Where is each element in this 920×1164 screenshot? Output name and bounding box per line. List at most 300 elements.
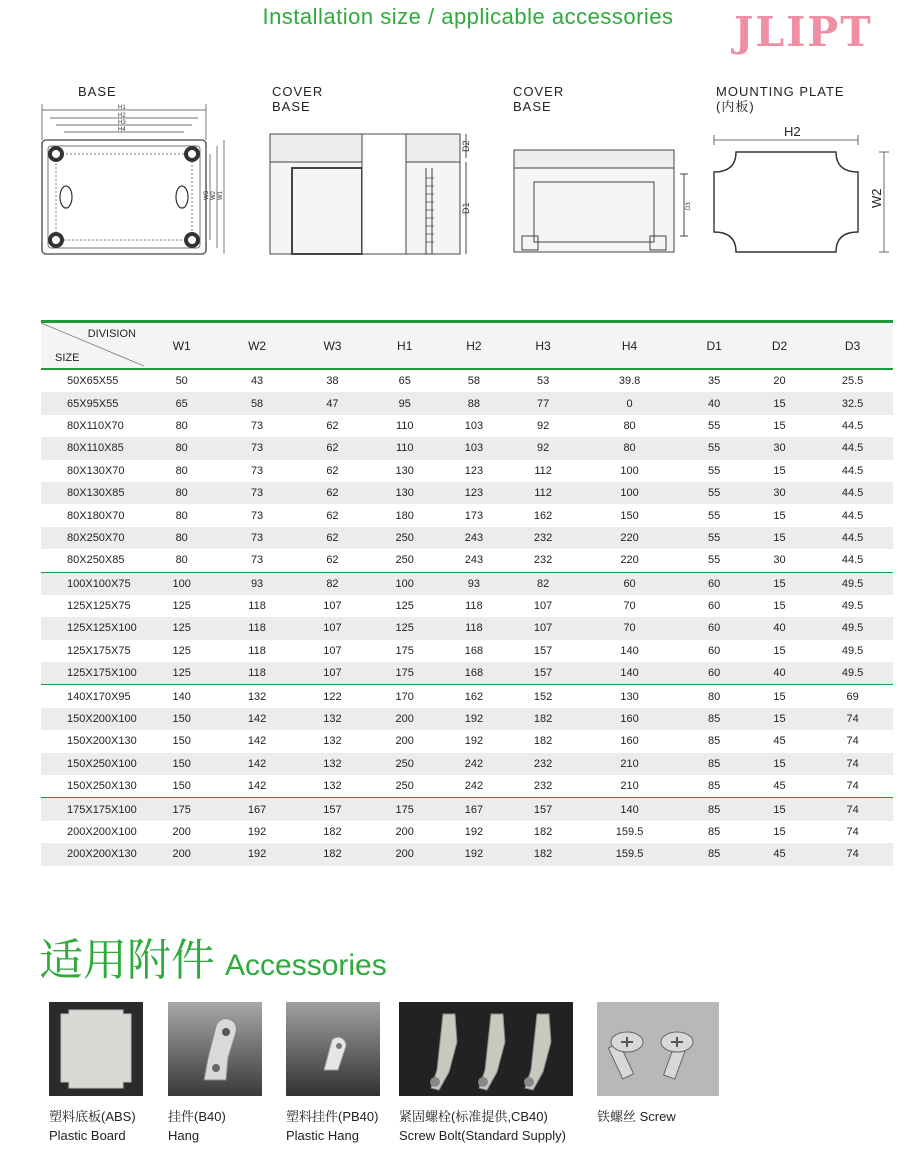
- value-cell-h2: 192: [439, 843, 508, 865]
- value-cell-h1: 125: [395, 600, 414, 613]
- value-cell-h2: 243: [464, 554, 484, 567]
- table-row: [41, 504, 893, 526]
- value-cell-w2: 118: [248, 600, 266, 613]
- size-cell: 175X175X100: [41, 798, 144, 821]
- value-cell-d3: 74: [846, 826, 859, 838]
- value-cell-w3: 182: [323, 826, 342, 838]
- value-cell-h1: 200: [395, 735, 414, 748]
- size-cell: 125X175X75: [67, 644, 131, 657]
- size-cell: 150X200X100: [41, 708, 144, 730]
- value-cell-d1: 40: [681, 392, 746, 414]
- value-cell-h1: 100: [370, 572, 439, 595]
- value-cell-w1: 125: [144, 617, 219, 639]
- value-cell-h4: 160: [578, 708, 682, 730]
- plastic-hang-image: [286, 1002, 380, 1096]
- value-cell-w3: 62: [326, 419, 339, 432]
- value-cell-d3: 32.5: [812, 392, 893, 414]
- value-cell-h4: 160: [620, 735, 639, 748]
- dim-label-d2: D2: [461, 140, 471, 152]
- table-row: [41, 415, 893, 437]
- value-cell-h4: 159.5: [615, 826, 644, 838]
- value-cell-w2: 73: [219, 527, 294, 549]
- value-cell-h4: 210: [620, 780, 639, 793]
- cover-base-front-view-drawing: [508, 146, 698, 258]
- value-cell-h1: 200: [370, 708, 439, 730]
- value-cell-h1: 250: [370, 527, 439, 549]
- value-cell-h4: 0: [578, 392, 682, 414]
- size-cell: 80X110X70: [67, 419, 124, 432]
- value-cell-h3: 112: [509, 482, 578, 504]
- value-cell-d2: 15: [747, 708, 812, 730]
- table-row: [41, 460, 893, 482]
- value-cell-h3: 182: [509, 843, 578, 865]
- table-row: [41, 549, 893, 572]
- page-title: Installation size / applicable accessories: [262, 4, 674, 29]
- size-cell: 80X130X85: [41, 482, 144, 504]
- value-cell-h4: 140: [578, 662, 682, 685]
- value-cell-h1: 250: [370, 753, 439, 775]
- value-cell-d2: 15: [773, 419, 786, 432]
- size-cell: 80X130X70: [67, 464, 125, 477]
- value-cell-w3: 132: [323, 735, 342, 748]
- table-body: [41, 369, 893, 866]
- dim-label-h3: H3: [118, 120, 126, 126]
- value-cell-d1: 55: [708, 554, 721, 567]
- value-cell-w1: 65: [144, 392, 219, 414]
- value-cell-d2: 30: [773, 554, 786, 567]
- size-cell: 125X125X75: [67, 600, 131, 613]
- value-cell-h4: 210: [578, 753, 682, 775]
- hang-label-cn: 挂件(B40): [168, 1109, 226, 1124]
- value-cell-d2: 15: [773, 826, 786, 838]
- value-cell-h3: 92: [536, 419, 550, 432]
- value-cell-d2: 15: [747, 753, 812, 775]
- value-cell-d1: 55: [708, 464, 721, 477]
- value-cell-w3: 62: [326, 509, 339, 522]
- table-row: [41, 640, 893, 662]
- value-cell-h1: 110: [370, 437, 439, 459]
- dim-label-d1: D1: [461, 202, 471, 214]
- value-cell-w2: 58: [219, 392, 294, 414]
- value-cell-h3: 232: [533, 554, 553, 567]
- value-cell-h2: 168: [439, 662, 508, 685]
- dim-label-d3: D3: [686, 202, 692, 210]
- value-cell-w1: 150: [172, 780, 191, 793]
- value-cell-d1: 85: [708, 826, 721, 838]
- cover-base-side-view-drawing: [266, 128, 476, 263]
- value-cell-w3: 122: [295, 685, 370, 708]
- value-cell-h3: 232: [509, 753, 578, 775]
- size-label: SIZE: [55, 352, 80, 364]
- value-cell-w2: 167: [219, 798, 294, 821]
- value-cell-d2: 45: [747, 843, 812, 865]
- value-cell-d1: 55: [708, 419, 721, 432]
- table-row: [41, 617, 893, 639]
- mounting-plate-drawing: [700, 122, 900, 262]
- value-cell-w1: 200: [144, 843, 219, 865]
- value-cell-w1: 125: [172, 644, 191, 657]
- value-cell-w1: 125: [144, 662, 219, 685]
- table-row: [41, 572, 893, 595]
- column-header: W2: [219, 322, 294, 370]
- value-cell-d2: 15: [773, 464, 786, 477]
- value-cell-w2: 132: [219, 685, 294, 708]
- value-cell-d1: 85: [708, 780, 721, 793]
- value-cell-h4: 60: [578, 572, 682, 595]
- value-cell-h1: 130: [370, 482, 439, 504]
- size-cell: 140X170X95: [41, 685, 144, 708]
- diagram-label-cover-base-2: COVER BASE: [513, 84, 565, 114]
- table-row: [41, 843, 893, 865]
- value-cell-w2: 73: [219, 437, 294, 459]
- table-row: [41, 482, 893, 504]
- value-cell-h2: 123: [439, 482, 508, 504]
- value-cell-h2: 242: [439, 753, 508, 775]
- table-row: [41, 821, 893, 843]
- value-cell-d3: 44.5: [841, 509, 864, 522]
- column-header: H3: [509, 322, 578, 370]
- value-cell-h1: 175: [395, 644, 414, 657]
- value-cell-w2: 142: [247, 780, 267, 793]
- accessories-title-en: Accessories: [225, 949, 387, 982]
- value-cell-d2: 45: [773, 735, 786, 748]
- accessory-screw-bolt: [399, 1002, 573, 1143]
- plastic-board-image: [49, 1002, 143, 1096]
- screw-label: 铁螺丝 Screw: [597, 1109, 676, 1124]
- value-cell-w3: 132: [295, 708, 370, 730]
- value-cell-h4: 140: [620, 644, 639, 657]
- value-cell-d1: 55: [708, 509, 721, 522]
- size-cell: 200X200X130: [41, 843, 144, 865]
- value-cell-d1: 60: [681, 662, 746, 685]
- value-cell-d2: 45: [773, 780, 786, 793]
- dim-label-w3: W3: [204, 191, 210, 200]
- value-cell-d2: 15: [773, 600, 786, 613]
- table-row: [41, 369, 893, 392]
- dim-label-h4: H4: [118, 127, 126, 133]
- value-cell-h2: 88: [439, 392, 508, 414]
- value-cell-h2: 58: [467, 375, 481, 388]
- value-cell-d1: 55: [681, 482, 746, 504]
- column-header: W3: [295, 322, 370, 370]
- size-cell: 80X180X70: [67, 509, 125, 522]
- value-cell-w1: 125: [172, 600, 191, 613]
- accessories-title: [39, 924, 387, 988]
- size-cell: 200X200X100: [67, 826, 137, 838]
- value-cell-w2: 142: [219, 753, 294, 775]
- diagram-label-mounting-plate: MOUNTING PLATE (内板): [716, 84, 845, 114]
- dim-label-w2: W2: [211, 191, 217, 200]
- value-cell-d3: 49.5: [812, 572, 893, 595]
- value-cell-h3: 82: [509, 572, 578, 595]
- value-cell-w2: 192: [247, 826, 267, 838]
- value-cell-w3: 47: [295, 392, 370, 414]
- value-cell-w2: 118: [248, 644, 266, 657]
- plastic-board-label-cn: 塑料底板(ABS): [49, 1109, 136, 1124]
- screw-bolt-image: [399, 1002, 573, 1096]
- value-cell-d3: 44.5: [841, 554, 864, 567]
- value-cell-w2: 43: [250, 375, 264, 388]
- size-cell: 150X250X100: [41, 753, 144, 775]
- plastic-board-label-en: Plastic Board: [49, 1128, 126, 1143]
- value-cell-d3: 74: [846, 780, 859, 793]
- value-cell-d1: 85: [681, 753, 746, 775]
- value-cell-h3: 77: [509, 392, 578, 414]
- value-cell-h4: 220: [578, 527, 682, 549]
- value-cell-h4: 150: [620, 509, 639, 522]
- value-cell-w2: 73: [250, 509, 264, 522]
- value-cell-h4: 159.5: [578, 843, 682, 865]
- value-cell-h3: 182: [533, 826, 553, 838]
- value-cell-h1: 125: [370, 617, 439, 639]
- plastic-hang-label-cn: 塑料挂件(PB40): [286, 1109, 379, 1124]
- value-cell-d2: 15: [773, 644, 786, 657]
- value-cell-h3: 157: [533, 644, 553, 657]
- value-cell-d2: 20: [773, 375, 786, 388]
- value-cell-d1: 80: [681, 685, 746, 708]
- value-cell-h1: 170: [370, 685, 439, 708]
- value-cell-h4: 39.8: [618, 375, 641, 388]
- value-cell-h2: 103: [464, 419, 484, 432]
- accessories-title-cn: 适用附件: [39, 936, 215, 985]
- value-cell-d3: 74: [812, 708, 893, 730]
- brand-logo: JLIPT: [734, 8, 873, 56]
- value-cell-d3: 74: [812, 798, 893, 821]
- value-cell-w2: 118: [219, 662, 294, 685]
- value-cell-d1: 35: [708, 375, 721, 388]
- value-cell-w1: 150: [172, 735, 191, 748]
- value-cell-d3: 74: [812, 753, 893, 775]
- table-row: [41, 392, 893, 414]
- value-cell-w3: 132: [295, 753, 370, 775]
- table-row: [41, 775, 893, 798]
- table-row: [41, 527, 893, 549]
- accessory-plastic-board: [49, 1002, 143, 1143]
- value-cell-w2: 73: [250, 464, 264, 477]
- value-cell-w1: 80: [144, 527, 219, 549]
- size-cell: 150X200X130: [67, 735, 137, 748]
- value-cell-d1: 85: [681, 798, 746, 821]
- value-cell-h2: 173: [464, 509, 484, 522]
- value-cell-h1: 130: [395, 464, 414, 477]
- value-cell-d3: 74: [812, 843, 893, 865]
- table-header-row: [41, 322, 893, 370]
- dim-label-plate-h2: H2: [784, 124, 801, 139]
- hang-image: [168, 1002, 262, 1096]
- value-cell-w1: 175: [144, 798, 219, 821]
- value-cell-h4: 140: [578, 798, 682, 821]
- column-header: H1: [370, 322, 439, 370]
- value-cell-h2: 162: [439, 685, 508, 708]
- value-cell-d2: 30: [747, 482, 812, 504]
- column-header: H4: [578, 322, 682, 370]
- value-cell-d3: 49.5: [841, 600, 864, 613]
- value-cell-h3: 53: [536, 375, 550, 388]
- size-spec-table: [41, 320, 893, 866]
- value-cell-d2: 15: [747, 798, 812, 821]
- value-cell-d2: 40: [747, 662, 812, 685]
- value-cell-h2: 93: [439, 572, 508, 595]
- value-cell-h1: 95: [370, 392, 439, 414]
- value-cell-w1: 140: [144, 685, 219, 708]
- value-cell-w1: 80: [144, 482, 219, 504]
- size-cell: 80X110X85: [41, 437, 144, 459]
- value-cell-w2: 118: [219, 617, 294, 639]
- value-cell-w3: 62: [326, 464, 339, 477]
- value-cell-w2: 142: [247, 735, 267, 748]
- value-cell-h2: 118: [465, 600, 483, 613]
- value-cell-d3: 49.5: [812, 662, 893, 685]
- value-cell-w2: 93: [219, 572, 294, 595]
- accessory-plastic-hang: [286, 1002, 380, 1143]
- value-cell-h4: 80: [578, 437, 682, 459]
- division-label: DIVISION: [87, 328, 136, 340]
- value-cell-d3: 44.5: [812, 482, 893, 504]
- value-cell-w2: 73: [250, 554, 264, 567]
- size-cell: 125X175X100: [41, 662, 144, 685]
- division-size-header-cell: [41, 322, 144, 370]
- value-cell-d1: 85: [708, 735, 721, 748]
- value-cell-d3: 44.5: [812, 437, 893, 459]
- value-cell-w3: 107: [323, 644, 342, 657]
- value-cell-d3: 25.5: [841, 375, 864, 388]
- value-cell-d1: 85: [681, 843, 746, 865]
- value-cell-w3: 107: [295, 617, 370, 639]
- value-cell-w3: 82: [295, 572, 370, 595]
- screw-bolt-label-en: Screw Bolt(Standard Supply): [399, 1128, 566, 1143]
- hang-label-en: Hang: [168, 1128, 200, 1143]
- dim-label-plate-w2: W2: [869, 188, 884, 208]
- column-header: D2: [747, 322, 812, 370]
- value-cell-d1: 55: [681, 527, 746, 549]
- table-row: [41, 798, 893, 821]
- value-cell-h4: 220: [620, 554, 639, 567]
- size-cell: 100X100X75: [41, 572, 144, 595]
- size-cell: 150X250X130: [67, 780, 137, 793]
- value-cell-h2: 167: [439, 798, 508, 821]
- screw-image: [597, 1002, 719, 1096]
- value-cell-w1: 80: [175, 554, 188, 567]
- value-cell-w1: 150: [144, 753, 219, 775]
- value-cell-h2: 243: [439, 527, 508, 549]
- value-cell-h1: 250: [395, 554, 414, 567]
- value-cell-w3: 62: [295, 482, 370, 504]
- size-cell: 80X250X85: [67, 554, 125, 567]
- value-cell-h1: 175: [370, 662, 439, 685]
- value-cell-w1: 80: [175, 509, 188, 522]
- value-cell-h4: 70: [578, 617, 682, 639]
- value-cell-h4: 70: [623, 600, 636, 613]
- value-cell-d2: 15: [747, 527, 812, 549]
- value-cell-d3: 49.5: [812, 617, 893, 639]
- value-cell-w3: 107: [295, 662, 370, 685]
- value-cell-d1: 60: [708, 644, 721, 657]
- value-cell-h4: 100: [578, 482, 682, 504]
- size-cell: 80X250X70: [41, 527, 144, 549]
- value-cell-h2: 103: [439, 437, 508, 459]
- value-cell-h1: 65: [398, 375, 411, 388]
- value-cell-d2: 15: [747, 685, 812, 708]
- value-cell-h3: 157: [509, 798, 578, 821]
- base-top-view-drawing: [36, 100, 241, 265]
- value-cell-w3: 132: [323, 780, 342, 793]
- value-cell-w2: 192: [219, 843, 294, 865]
- value-cell-d3: 49.5: [841, 644, 864, 657]
- value-cell-h1: 175: [370, 798, 439, 821]
- value-cell-w3: 157: [295, 798, 370, 821]
- value-cell-w2: 73: [250, 419, 264, 432]
- value-cell-w1: 80: [175, 464, 188, 477]
- value-cell-h3: 182: [533, 735, 553, 748]
- size-cell: 50X65X55: [67, 375, 119, 388]
- value-cell-h1: 110: [395, 419, 414, 432]
- value-cell-h3: 112: [534, 464, 552, 477]
- value-cell-h4: 80: [623, 419, 636, 432]
- value-cell-w3: 38: [326, 375, 339, 388]
- value-cell-w1: 80: [144, 437, 219, 459]
- value-cell-h3: 157: [509, 662, 578, 685]
- value-cell-h1: 180: [395, 509, 414, 522]
- value-cell-d1: 60: [681, 572, 746, 595]
- column-header: H2: [439, 322, 508, 370]
- value-cell-h2: 123: [464, 464, 484, 477]
- value-cell-w2: 73: [219, 482, 294, 504]
- value-cell-w3: 107: [323, 600, 342, 613]
- value-cell-d1: 60: [708, 600, 721, 613]
- value-cell-w1: 200: [172, 826, 191, 838]
- diagram-label-base: [78, 84, 117, 99]
- plastic-hang-label-en: Plastic Hang: [286, 1128, 359, 1143]
- value-cell-h2: 192: [464, 826, 484, 838]
- column-header: D1: [681, 322, 746, 370]
- diagram-label-line: BASE: [78, 84, 117, 99]
- table-row: [41, 437, 893, 459]
- value-cell-h4: 130: [578, 685, 682, 708]
- value-cell-h2: 192: [464, 735, 484, 748]
- value-cell-h3: 232: [509, 527, 578, 549]
- value-cell-d1: 55: [681, 437, 746, 459]
- diagram-label-cover-base: COVER BASE: [272, 84, 324, 114]
- value-cell-h3: 232: [533, 780, 553, 793]
- value-cell-w3: 182: [295, 843, 370, 865]
- value-cell-d1: 60: [681, 617, 746, 639]
- value-cell-h4: 100: [620, 464, 639, 477]
- table-row: [41, 685, 893, 708]
- value-cell-h2: 168: [464, 644, 484, 657]
- value-cell-d2: 15: [773, 509, 786, 522]
- column-header: W1: [144, 322, 219, 370]
- value-cell-h2: 242: [464, 780, 484, 793]
- value-cell-h1: 200: [395, 826, 414, 838]
- table-row: [41, 708, 893, 730]
- dim-label-h2: H2: [118, 113, 126, 119]
- value-cell-w1: 100: [144, 572, 219, 595]
- value-cell-w3: 62: [295, 437, 370, 459]
- value-cell-h3: 92: [509, 437, 578, 459]
- screw-bolt-label-cn: 紧固螺栓(标准提供,CB40): [399, 1109, 548, 1124]
- accessory-hang: [168, 1002, 262, 1143]
- value-cell-h2: 118: [439, 617, 508, 639]
- value-cell-d3: 44.5: [812, 527, 893, 549]
- value-cell-w2: 142: [219, 708, 294, 730]
- table-row: [41, 595, 893, 617]
- value-cell-h3: 107: [533, 600, 553, 613]
- dim-label-h1: H1: [118, 105, 126, 111]
- value-cell-d3: 44.5: [841, 464, 864, 477]
- value-cell-d3: 44.5: [841, 419, 864, 432]
- value-cell-h3: 152: [509, 685, 578, 708]
- dim-label-w1: W1: [218, 191, 224, 200]
